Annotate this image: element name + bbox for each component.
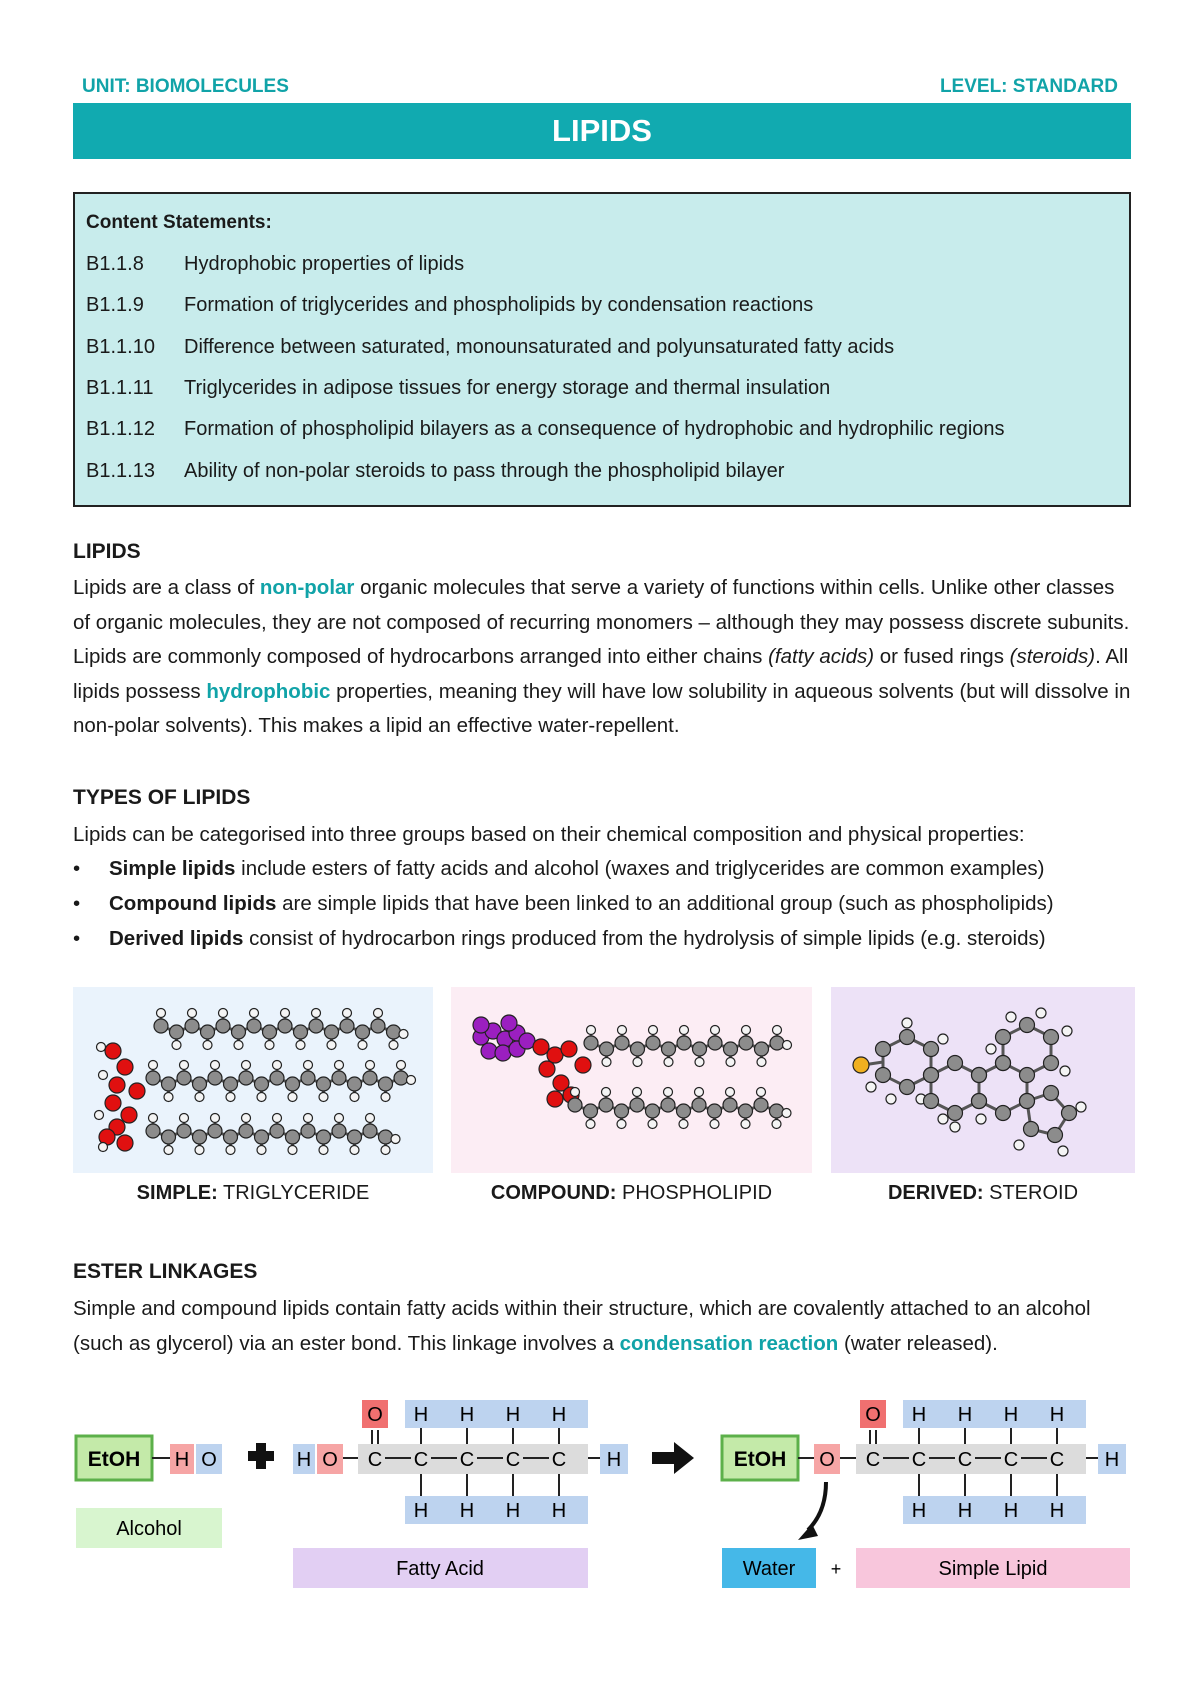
caption-simple: SIMPLE: TRIGLYCERIDE bbox=[136, 1182, 370, 1204]
svg-text:C: C bbox=[367, 1449, 383, 1471]
statement-text: Formation of phospholipid bilayers as a consequence of hydrophobic and hydrophilic regions bbox=[184, 418, 1005, 440]
svg-text:H: H bbox=[1049, 1500, 1065, 1522]
svg-text:O: O bbox=[201, 1449, 217, 1471]
highlight-non-polar: non-polar bbox=[259, 576, 355, 599]
ester-paragraph: Simple and compound lipids contain fatty acids within their structure, which are covalently attached to an alcohol (such as glycerol) via an ester bond. This linkage involves a condensation reaction (water released). bbox=[73, 1297, 1091, 1355]
svg-text:O: O bbox=[367, 1404, 383, 1426]
svg-text:H: H bbox=[551, 1404, 567, 1426]
caption-compound: COMPOUND: PHOSPHOLIPID bbox=[490, 1182, 773, 1204]
simple-lipid-label: Simple Lipid bbox=[938, 1558, 1048, 1580]
header-row bbox=[82, 76, 1118, 102]
svg-text:C: C bbox=[1003, 1449, 1019, 1471]
svg-text:H: H bbox=[413, 1404, 429, 1426]
svg-text:H: H bbox=[911, 1404, 927, 1426]
svg-text:H: H bbox=[957, 1500, 973, 1522]
triglyceride-molecule-icon bbox=[73, 987, 433, 1173]
etoh-text: EtOH bbox=[87, 1448, 141, 1471]
statement-text: Hydrophobic properties of lipids bbox=[184, 253, 465, 275]
content-statements-box bbox=[73, 192, 1131, 507]
water-label: Water bbox=[742, 1558, 796, 1580]
svg-text:O: O bbox=[865, 1404, 881, 1426]
plus-icon bbox=[248, 1443, 274, 1469]
lipids-heading: LIPIDS bbox=[73, 540, 141, 563]
fatty-acid-label: Fatty Acid bbox=[396, 1558, 484, 1580]
highlight-hydrophobic: hydrophobic bbox=[206, 679, 331, 703]
triglyceride-image bbox=[73, 987, 433, 1173]
svg-text:O: O bbox=[322, 1449, 338, 1471]
types-heading: TYPES OF LIPIDS bbox=[73, 786, 251, 809]
svg-text:O: O bbox=[819, 1449, 835, 1471]
svg-text:C: C bbox=[459, 1449, 475, 1471]
svg-text:H: H bbox=[957, 1404, 973, 1426]
curved-arrow-icon bbox=[808, 1482, 826, 1530]
statement-text: Formation of triglycerides and phospholipids by condensation reactions bbox=[184, 294, 814, 316]
svg-text:H: H bbox=[1003, 1500, 1019, 1522]
svg-text:C: C bbox=[551, 1449, 567, 1471]
svg-text:H: H bbox=[606, 1449, 622, 1471]
page-title: LIPIDS bbox=[73, 103, 1131, 159]
ester-heading: ESTER LINKAGES bbox=[73, 1260, 258, 1283]
svg-text:EtOH: EtOH bbox=[733, 1448, 787, 1471]
svg-text:H: H bbox=[551, 1500, 567, 1522]
svg-text:C: C bbox=[1049, 1449, 1065, 1471]
svg-text:C: C bbox=[505, 1449, 521, 1471]
statement-code: B1.1.9 bbox=[86, 294, 144, 316]
statement-text: Difference between saturated, monounsaturated and polyunsaturated fatty acids bbox=[184, 336, 895, 358]
highlight-condensation: condensation reaction bbox=[619, 1331, 839, 1355]
statement-text: Triglycerides in adipose tissues for energy storage and thermal insulation bbox=[184, 377, 831, 399]
svg-text:C: C bbox=[911, 1449, 927, 1471]
alcohol-label: Alcohol bbox=[116, 1518, 182, 1540]
svg-text:H: H bbox=[505, 1404, 521, 1426]
plus-text: + bbox=[830, 1559, 842, 1579]
phospholipid-image bbox=[451, 987, 812, 1173]
statement-text: Ability of non-polar steroids to pass through the phospholipid bilayer bbox=[184, 460, 785, 482]
level-label: LEVEL: STANDARD bbox=[939, 76, 1118, 97]
steroid-image bbox=[831, 987, 1135, 1173]
svg-text:H: H bbox=[911, 1500, 927, 1522]
arrow-right-icon bbox=[652, 1442, 694, 1474]
caption-derived: DERIVED: STEROID bbox=[887, 1182, 1079, 1204]
svg-text:H: H bbox=[505, 1500, 521, 1522]
statement-code: B1.1.13 bbox=[86, 460, 155, 482]
svg-text:H: H bbox=[174, 1449, 190, 1471]
content-statements-heading: Content Statements: bbox=[86, 212, 272, 233]
lipids-paragraph: Lipids are a class of non-polar organic molecules that serve a variety of functions within cells. Unlike other classes of organic molecules, they are not composed of recurring monomers – although they may possess discrete subunits. Lipids are commonly composed of hydrocarbons arranged into either chains (fatty acids) or fused rings (steroids). All lipids possess hydrophobic properties, meaning they will have low solubility in aqueous solvents (but will dissolve in non-polar solvents). This makes a lipid an effective water-repellent. bbox=[73, 576, 1131, 737]
svg-text:H: H bbox=[413, 1500, 429, 1522]
svg-text:C: C bbox=[957, 1449, 973, 1471]
statement-code: B1.1.12 bbox=[86, 418, 155, 440]
phospholipid-molecule-icon bbox=[451, 987, 812, 1173]
svg-text:C: C bbox=[865, 1449, 881, 1471]
unit-label: UNIT: BIOMOLECULES bbox=[82, 76, 289, 97]
statement-code: B1.1.8 bbox=[86, 253, 144, 275]
svg-text:H: H bbox=[1104, 1449, 1120, 1471]
ester-reaction-diagram bbox=[0, 1390, 1200, 1610]
steroid-molecule-icon bbox=[831, 987, 1135, 1173]
types-intro: Lipids can be categorised into three groups based on their chemical composition and physical properties: bbox=[73, 823, 1025, 846]
svg-text:H: H bbox=[459, 1500, 475, 1522]
svg-text:H: H bbox=[1049, 1404, 1065, 1426]
svg-text:H: H bbox=[459, 1404, 475, 1426]
statement-code: B1.1.11 bbox=[86, 377, 154, 399]
statement-code: B1.1.10 bbox=[86, 336, 155, 358]
svg-text:C: C bbox=[413, 1449, 429, 1471]
svg-text:H: H bbox=[1003, 1404, 1019, 1426]
svg-text:H: H bbox=[296, 1449, 312, 1471]
